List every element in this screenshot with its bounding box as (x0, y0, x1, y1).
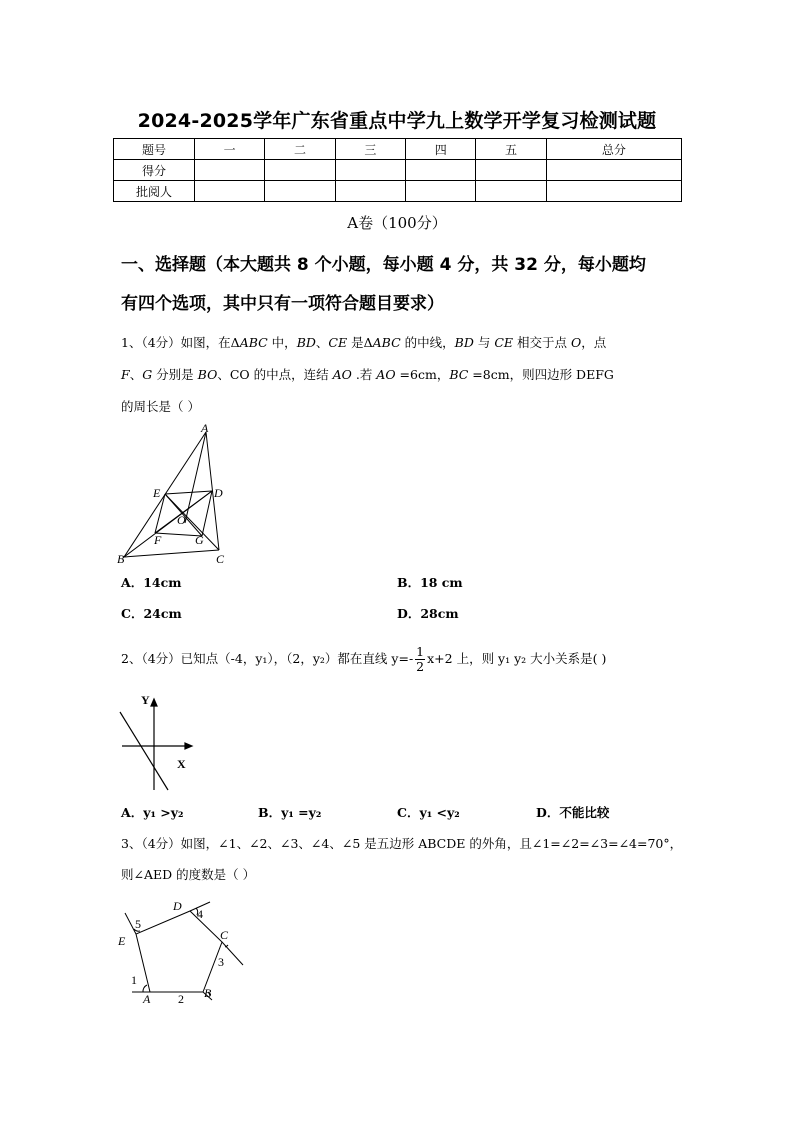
q1-text: 中， (267, 335, 297, 350)
table-cell (265, 181, 335, 202)
table-row (114, 139, 682, 160)
table-row (114, 181, 682, 202)
q1-var: O (570, 335, 582, 350)
q1-option-c: C．24cm (121, 606, 182, 621)
q1-var: ABC (239, 335, 268, 350)
q1-text: =6cm， (395, 367, 450, 382)
label-c: C (220, 928, 229, 942)
label-d: D (173, 899, 182, 913)
q1-var: CE (328, 335, 348, 350)
q1-line3: 的周长是（ ） (121, 399, 200, 414)
label-e: E (118, 934, 126, 948)
label-c: C (216, 552, 225, 566)
q1-var: AO (376, 367, 396, 382)
q1-option-d: D．28cm (397, 606, 459, 621)
label-5: 5 (135, 917, 141, 931)
q1-line2 (121, 359, 681, 390)
table-cell (406, 181, 476, 202)
table-cell (546, 160, 681, 181)
q1-var: BD (454, 335, 474, 350)
q3-line1: 3、（4分）如图，∠1、∠2、∠3、∠4、∠5 是五边形 ABCDE 的外角，且∠1=∠2=∠3=∠4=70°， (121, 836, 683, 851)
fraction-denominator: 2 (416, 659, 425, 674)
q2-option-a: A．y₁ >y₂ (121, 805, 184, 820)
q2-option-c: C．y₁ <y₂ (397, 805, 460, 820)
table-cell (476, 181, 546, 202)
label-a: A (201, 421, 209, 435)
label-e: E (153, 486, 161, 500)
table-cell (406, 160, 476, 181)
q2-text: 2、（4分）已知点（-4，y₁），（2，y₂）都在直线 y=- (121, 651, 414, 666)
q1-option-b: B．18 cm (397, 575, 463, 590)
q3-pentagon-figure (112, 893, 252, 1011)
q1-var: BC (449, 367, 469, 382)
table-cell: 一 (195, 139, 265, 160)
fraction (415, 645, 425, 674)
q1-text: 、CO 的中点，连结 (217, 367, 333, 382)
label-3: 3 (218, 955, 224, 969)
label-a: A (143, 992, 151, 1006)
table-cell (476, 160, 546, 181)
label-o: O (177, 513, 186, 527)
q1-text: 、 (315, 335, 329, 350)
y-axis-arrow (151, 699, 157, 706)
exam-title: 2024-2025学年广东省重点中学九上数学开学复习检测试题 (137, 110, 657, 132)
label-2: 2 (178, 992, 184, 1006)
q3-line2: 则∠AED 的度数是（ ） (121, 867, 256, 882)
q2-option-d: D．不能比较 (536, 805, 610, 820)
q1-line1 (121, 327, 681, 358)
label-b: B (117, 552, 125, 566)
label-1: 1 (131, 973, 137, 987)
fraction-numerator: 1 (416, 644, 425, 659)
q1-text: 分别是 (152, 367, 198, 382)
q2-text: x+2 上，则 y₁ y₂ 大小关系是( ) (427, 651, 607, 666)
q1-var: F (121, 367, 130, 382)
q1-text: 与 (473, 335, 495, 350)
q2-stem (121, 643, 681, 675)
q1-var: BD (296, 335, 316, 350)
q1-var: G (142, 367, 153, 382)
pentagon-abcde (136, 911, 222, 992)
label-g: G (195, 533, 204, 547)
q1-text: =8cm，则四边形 DEFG (468, 367, 614, 382)
label-4: 4 (197, 907, 203, 921)
q1-text: 的中线， (400, 335, 455, 350)
table-cell: 得分 (114, 160, 195, 181)
table-cell (546, 181, 681, 202)
q1-text: 、 (129, 367, 143, 382)
table-cell: 三 (335, 139, 405, 160)
axis-y-label: Y (141, 693, 150, 707)
part1-heading-line1: 一、选择题（本大题共 8 个小题，每小题 4 分，共 32 分，每小题均 (121, 255, 646, 275)
q1-triangle-figure (112, 420, 242, 568)
table-row (114, 160, 682, 181)
table-cell (195, 160, 265, 181)
angle-arc-1 (143, 985, 147, 992)
q2-option-b: B．y₁ =y₂ (258, 805, 322, 820)
x-axis-arrow (185, 743, 192, 749)
table-cell: 五 (476, 139, 546, 160)
table-cell: 二 (265, 139, 335, 160)
section-a-title: A卷（100分） (347, 214, 447, 232)
line-bc (124, 550, 219, 557)
table-cell: 四 (406, 139, 476, 160)
table-cell: 批阅人 (114, 181, 195, 202)
axis-x-label: X (177, 757, 186, 771)
q1-var: AO (332, 367, 352, 382)
line-ce (165, 494, 219, 550)
extension-3 (222, 942, 243, 965)
table-cell (265, 160, 335, 181)
q1-var: ABC (372, 335, 401, 350)
label-d: D (214, 486, 223, 500)
q1-text: 1、（4分）如图，在Δ (121, 335, 240, 350)
table-cell (335, 160, 405, 181)
q2-line-graph-figure (112, 690, 202, 795)
score-table (113, 138, 682, 202)
table-cell: 总分 (546, 139, 681, 160)
graph-line (120, 712, 168, 790)
q1-text: 相交于点 (513, 335, 571, 350)
line-ed (165, 491, 212, 494)
table-cell: 题号 (114, 139, 195, 160)
q1-var: BO (197, 367, 218, 382)
table-cell (195, 181, 265, 202)
line-ao (185, 432, 206, 523)
q1-option-a: A．14cm (121, 575, 182, 590)
label-b: B (204, 986, 212, 1000)
table-cell (335, 181, 405, 202)
q1-text: 是Δ (347, 335, 373, 350)
label-f: F (154, 533, 162, 547)
part1-heading-line2: 有四个选项，其中只有一项符合题目要求） (121, 294, 444, 314)
q1-var: CE (494, 335, 514, 350)
q1-text: ，点 (581, 335, 607, 350)
q1-text: .若 (351, 367, 377, 382)
